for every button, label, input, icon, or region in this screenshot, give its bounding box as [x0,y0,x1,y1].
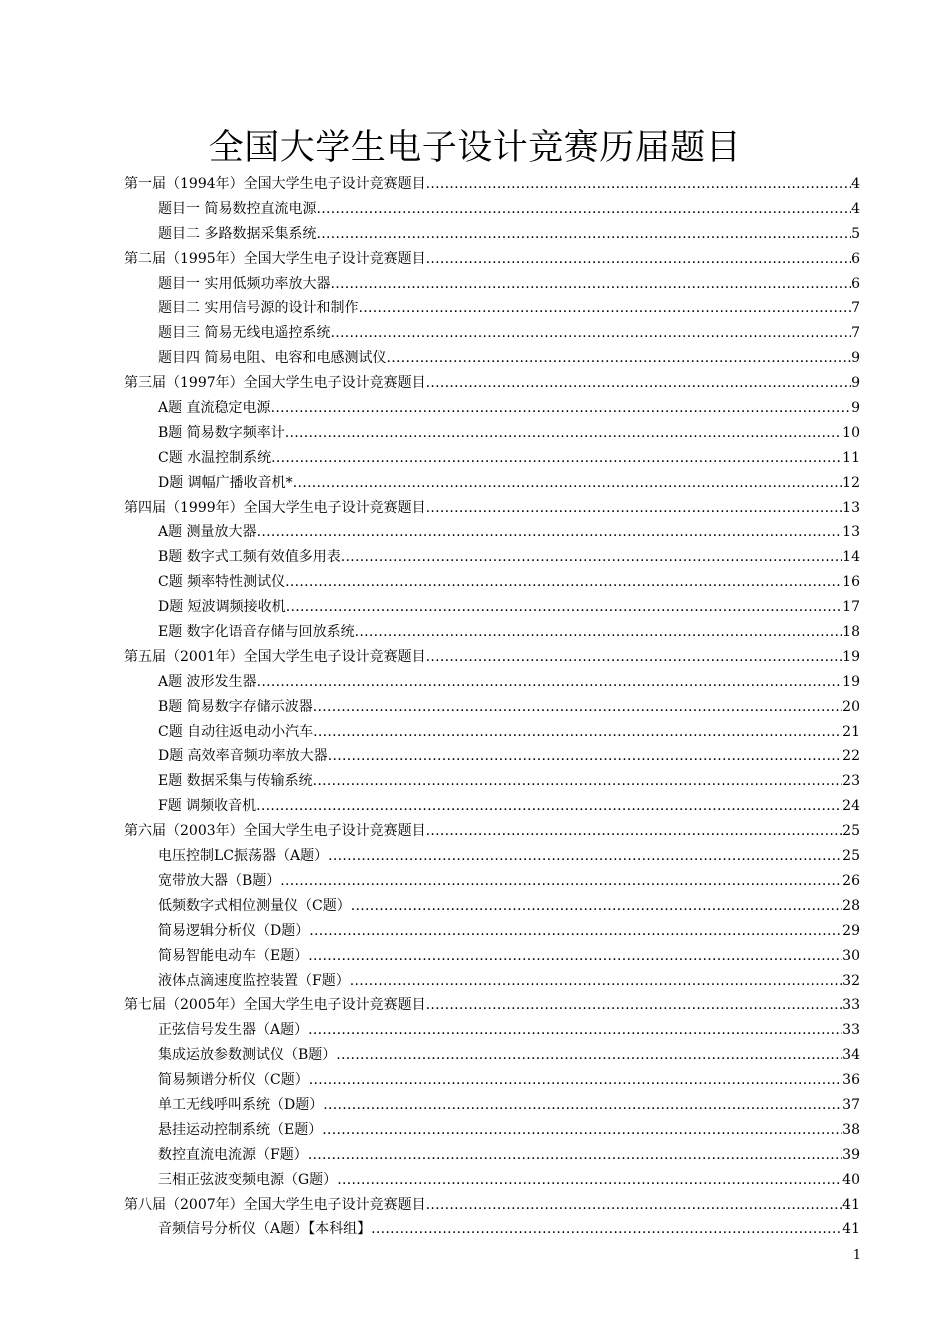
toc-topic-entry[interactable] [0,744,950,769]
toc-section-entry[interactable] [0,371,950,396]
toc-topic-entry[interactable] [0,222,950,247]
toc-dot-leader [313,720,842,745]
toc-entry-page: 17 [842,599,860,616]
toc-entry-label: 第六届（2003年）全国大学生电子设计竞赛题目 [124,823,426,840]
toc-section-entry[interactable] [0,993,950,1018]
toc-topic-entry[interactable] [0,545,950,570]
toc-topic-entry[interactable] [0,1093,950,1118]
toc-entry-label: A题 直流稳定电源 [158,400,271,417]
toc-topic-entry[interactable] [0,869,950,894]
toc-topic-entry[interactable] [0,1018,950,1043]
toc-entry-page: 11 [842,449,860,466]
toc-topic-entry[interactable] [0,695,950,720]
toc-dot-leader [337,1168,842,1193]
toc-dot-leader [316,197,851,222]
toc-entry-page: 41 [842,1196,860,1213]
toc-dot-leader [257,670,843,695]
toc-entry-page: 25 [842,823,860,840]
toc-dot-leader [271,446,842,471]
toc-topic-entry[interactable] [0,670,950,695]
toc-entry-page: 10 [842,424,860,441]
toc-entry-label: 第四届（1999年）全国大学生电子设计竞赛题目 [124,499,426,516]
toc-entry-page: 9 [851,375,860,392]
toc-entry-label: 题目四 简易电阻、电容和电感测试仪 [158,350,387,367]
toc-entry-label: B题 简易数字频率计 [158,424,285,441]
toc-dot-leader [293,471,842,496]
toc-entry-label: 第五届（2001年）全国大学生电子设计竞赛题目 [124,648,426,665]
toc-dot-leader [256,794,842,819]
toc-section-entry[interactable] [0,247,950,272]
toc-entry-page: 6 [851,250,860,267]
toc-topic-entry[interactable] [0,595,950,620]
toc-dot-leader [280,869,842,894]
toc-entry-label: 数控直流电流源（F题） [158,1146,308,1163]
toc-dot-leader [330,272,851,297]
toc-entry-page: 25 [842,848,860,865]
toc-entry-label: 题目一 简易数控直流电源 [158,200,317,217]
toc-entry-label: F题 调频收音机 [158,798,257,815]
toc-entry-label: 音频信号分析仪（A题）【本科组】 [158,1221,372,1238]
toc-entry-label: C题 频率特性测试仪 [158,574,286,591]
toc-topic-entry[interactable] [0,1217,950,1242]
toc-entry-page: 39 [842,1146,860,1163]
toc-entry-page: 30 [842,947,860,964]
toc-entry-label: B题 数字式工频有效值多用表 [158,549,341,566]
toc-entry-page: 13 [842,499,860,516]
toc-entry-page: 4 [851,200,860,217]
toc-entry-page: 24 [842,798,860,815]
toc-dot-leader [328,844,842,869]
toc-entry-page: 20 [842,698,860,715]
toc-entry-page: 22 [842,748,860,765]
toc-dot-leader [426,496,843,521]
toc-dot-leader [309,919,842,944]
toc-dot-leader [426,247,851,272]
toc-entry-page: 37 [842,1096,860,1113]
toc-topic-entry[interactable] [0,471,950,496]
toc-entry-page: 29 [842,922,860,939]
toc-topic-entry[interactable] [0,620,950,645]
toc-entry-page: 16 [842,574,860,591]
toc-entry-label: 液体点滴速度监控装置（F题） [158,972,350,989]
toc-topic-entry[interactable] [0,720,950,745]
toc-topic-entry[interactable] [0,272,950,297]
toc-section-entry[interactable] [0,645,950,670]
toc-entry-label: 电压控制LC振荡器（A题） [158,848,329,865]
toc-entry-page: 34 [842,1047,860,1064]
toc-entry-label: 宽带放大器（B题） [158,872,281,889]
toc-entry-label: D题 高效率音频功率放大器 [158,748,328,765]
toc-dot-leader [351,894,842,919]
toc-topic-entry[interactable] [0,346,950,371]
toc-entry-label: D题 调幅广播收音机* [158,474,293,491]
toc-section-entry[interactable] [0,172,950,197]
toc-entry-page: 5 [851,225,860,242]
toc-entry-page: 26 [842,872,860,889]
toc-entry-page: 19 [842,648,860,665]
toc-topic-entry[interactable] [0,321,950,346]
toc-dot-leader [271,396,852,421]
toc-entry-page: 28 [842,897,860,914]
toc-entry-label: D题 短波调频接收机 [158,599,286,616]
toc-entry-label: 低频数字式相位测量仪（C题） [158,897,351,914]
toc-entry-label: 第二届（1995年）全国大学生电子设计竞赛题目 [124,250,426,267]
toc-entry-label: 第八届（2007年）全国大学生电子设计竞赛题目 [124,1196,426,1213]
toc-entry-label: 集成运放参数测试仪（B题） [158,1047,337,1064]
toc-topic-entry[interactable] [0,769,950,794]
toc-entry-label: C题 自动往返电动小汽车 [158,723,314,740]
toc-entry-page: 14 [842,549,860,566]
toc-topic-entry[interactable] [0,396,950,421]
toc-dot-leader [286,595,842,620]
toc-dot-leader [316,222,851,247]
toc-entry-label: 题目三 简易无线电遥控系统 [158,325,331,342]
toc-dot-leader [309,1068,842,1093]
toc-section-entry[interactable] [0,1193,950,1218]
toc-entry-page: 18 [842,624,860,641]
page-title: 全国大学生电子设计竞赛历届题目 [208,128,742,168]
toc-entry-page: 6 [851,275,860,292]
toc-dot-leader [313,695,842,720]
toc-dot-leader [350,969,842,994]
toc-topic-entry[interactable] [0,1043,950,1068]
toc-entry-label: 第一届（1994年）全国大学生电子设计竞赛题目 [124,176,426,192]
toc-dot-leader [313,769,843,794]
toc-topic-entry[interactable] [0,1118,950,1143]
toc-entry-page: 33 [842,1022,860,1039]
toc-dot-leader [308,944,842,969]
toc-section-entry[interactable] [0,819,950,844]
toc-dot-leader [341,545,842,570]
toc-dot-leader [426,371,851,396]
toc-entry-label: A题 波形发生器 [158,673,257,690]
toc-entry-label: 悬挂运动控制系统（E题） [158,1121,323,1138]
toc-entry-page: 12 [842,474,860,491]
toc-entry-label: A题 测量放大器 [158,524,257,541]
toc-entry-label: 第三届（1997年）全国大学生电子设计竞赛题目 [124,375,426,392]
page-number: 1 [852,1248,861,1263]
toc-entry-label: E题 数据采集与传输系统 [158,773,313,790]
toc-topic-entry[interactable] [0,296,950,321]
toc-dot-leader [308,1143,842,1168]
toc-topic-entry[interactable] [0,421,950,446]
toc-dot-leader [328,744,842,769]
toc-topic-entry[interactable] [0,520,950,545]
toc-entry-page: 38 [842,1121,860,1138]
toc-entry-label: B题 简易数字存储示波器 [158,698,313,715]
toc-dot-leader [285,570,842,595]
toc-entry-page: 32 [842,972,860,989]
toc-topic-entry[interactable] [0,1143,950,1168]
toc-topic-entry[interactable] [0,1068,950,1093]
toc-entry-page: 9 [851,400,860,417]
toc-entry-label: 单工无线呼叫系统（D题） [158,1096,324,1113]
toc-dot-leader [426,172,851,197]
toc-topic-entry[interactable] [0,1168,950,1193]
toc-dot-leader [426,645,843,670]
toc-dot-leader [285,421,842,446]
toc-topic-entry[interactable] [0,919,950,944]
toc-entry-page: 21 [842,723,860,740]
toc-entry-label: 简易逻辑分析仪（D题） [158,922,310,939]
toc-entry-page: 40 [842,1171,860,1188]
toc-entry-label: E题 数字化语音存储与回放系统 [158,624,355,641]
table-of-contents [0,172,950,1242]
toc-entry-page: 33 [842,997,860,1014]
toc-dot-leader [308,1018,842,1043]
toc-dot-leader [336,1043,842,1068]
toc-entry-label: 题目二 实用信号源的设计和制作 [158,300,359,317]
toc-entry-page: 13 [842,524,860,541]
toc-topic-entry[interactable] [0,969,950,994]
toc-dot-leader [330,321,851,346]
toc-dot-leader [371,1217,842,1242]
toc-entry-label: 简易智能电动车（E题） [158,947,309,964]
toc-topic-entry[interactable] [0,570,950,595]
toc-topic-entry[interactable] [0,446,950,471]
toc-entry-label: C题 水温控制系统 [158,449,272,466]
toc-dot-leader [355,620,843,645]
toc-dot-leader [426,993,843,1018]
toc-topic-entry[interactable] [0,844,950,869]
toc-entry-page: 41 [842,1221,860,1238]
toc-entry-page: 36 [842,1072,860,1089]
toc-dot-leader [323,1093,842,1118]
toc-topic-entry[interactable] [0,197,950,222]
toc-entry-page: 7 [851,300,860,317]
toc-entry-page: 19 [842,673,860,690]
toc-entry-page: 23 [842,773,860,790]
toc-entry-label: 简易频谱分析仪（C题） [158,1072,309,1089]
toc-entry-label: 三相正弦波变频电源（G题） [158,1171,338,1188]
toc-entry-page: 9 [851,350,860,367]
toc-entry-label: 题目二 多路数据采集系统 [158,225,317,242]
toc-dot-leader [257,520,843,545]
toc-entry-page: 7 [851,325,860,342]
toc-dot-leader [322,1118,842,1143]
toc-dot-leader [386,346,851,371]
toc-dot-leader [358,296,851,321]
toc-entry-label: 正弦信号发生器（A题） [158,1022,309,1039]
toc-topic-entry[interactable] [0,894,950,919]
toc-dot-leader [426,1193,843,1218]
toc-topic-entry[interactable] [0,794,950,819]
toc-topic-entry[interactable] [0,944,950,969]
toc-dot-leader [426,819,843,844]
toc-entry-label: 题目一 实用低频功率放大器 [158,275,331,292]
toc-entry-page: 4 [851,176,860,192]
toc-section-entry[interactable] [0,496,950,521]
toc-entry-label: 第七届（2005年）全国大学生电子设计竞赛题目 [124,997,426,1014]
